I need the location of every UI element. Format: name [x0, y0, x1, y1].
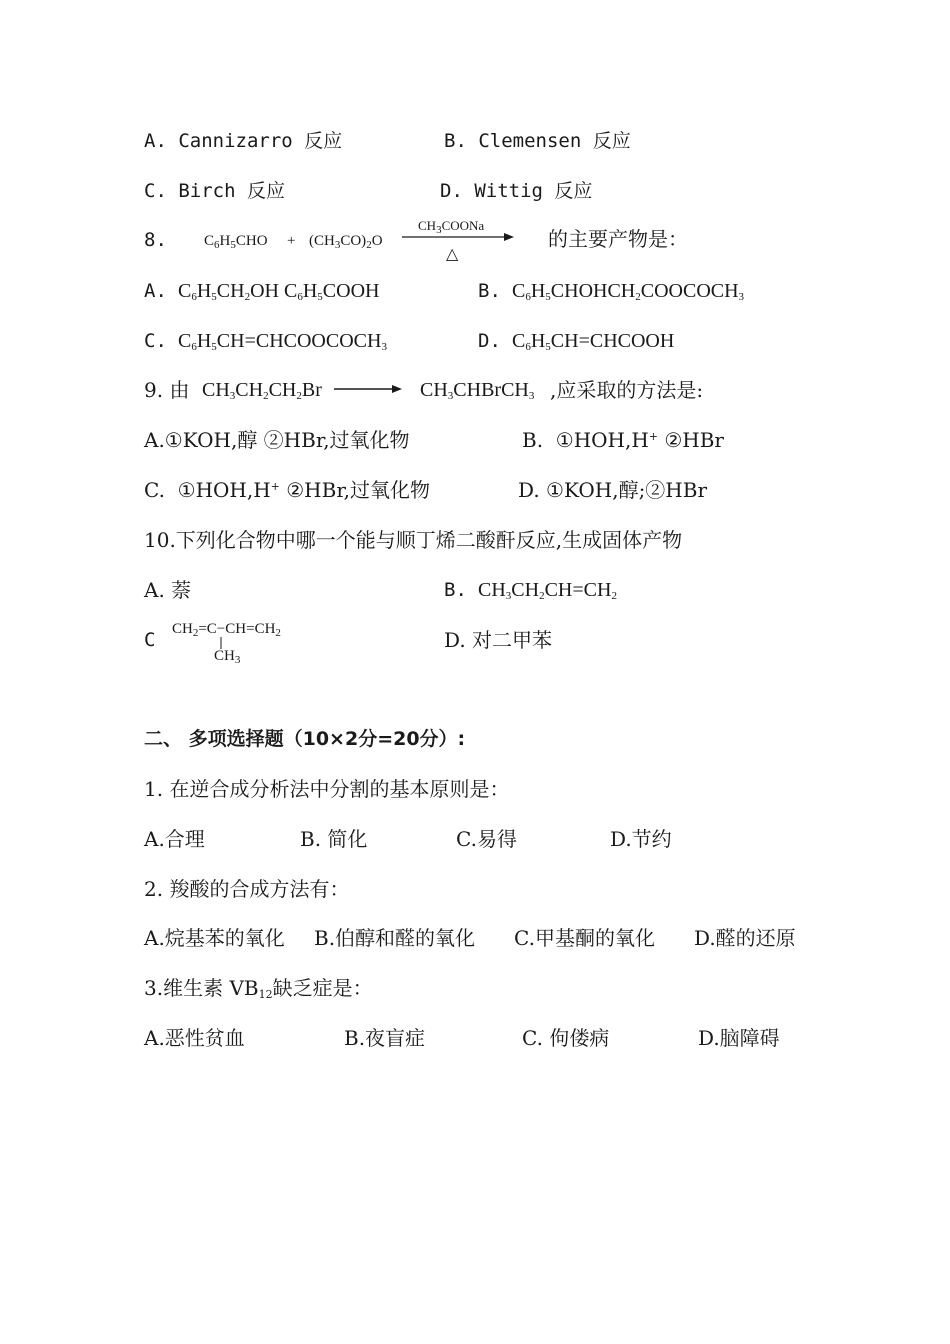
- q7-option-d: D. Wittig 反应: [440, 180, 593, 202]
- q8-reactant-2: $(CH_3CO)_2O$: [309, 233, 383, 251]
- q9-option-a: A.①KOH,醇 ②HBr,过氧化物: [144, 428, 410, 452]
- q9-stem-suffix: ,应采取的方法是:: [550, 378, 704, 402]
- q10-stem: 10.下列化合物中哪一个能与顺丁烯二酸酐反应,生成固体产物: [144, 528, 683, 552]
- q8-stem: 的主要产物是：: [548, 227, 688, 251]
- q8-option-c-label: C.: [144, 330, 167, 352]
- q8-number: 8.: [144, 229, 167, 251]
- q9-option-c: C. ①HOH,H+ ②HBr,过氧化物: [144, 478, 431, 502]
- q9-stem-prefix: 9. 由: [144, 378, 190, 402]
- m1-stem: 1. 在逆合成分析法中分割的基本原则是：: [144, 777, 510, 801]
- q7-option-c: C. Birch 反应: [144, 180, 285, 202]
- q9-reactant: $CH_3CH_2CH_2Br$: [202, 379, 322, 402]
- q9-option-d: D. ①KOH,醇;②HBr: [518, 478, 708, 502]
- q10-option-b: $CH_3CH_2CH=CH_2$: [478, 579, 617, 602]
- m1-option-a: A.合理: [144, 827, 205, 851]
- q10-option-c-label: C: [144, 629, 156, 651]
- q8-option-b-label: B.: [478, 280, 501, 302]
- q7-option-a: A. Cannizarro 反应: [144, 130, 343, 152]
- q10-option-d: D. 对二甲苯: [444, 628, 553, 652]
- q8-reactant-1: $C_6H_5CHO$: [204, 233, 268, 251]
- m3-option-a: A.恶性贫血: [144, 1026, 245, 1050]
- q8-plus: +: [287, 233, 296, 249]
- q8-option-a: $C_6H_5CH_2OH$ $C_6H_5COOH$: [178, 280, 380, 303]
- q8-catalyst: $CH_3COONa$: [418, 218, 485, 236]
- q10-option-c-structure: $CH_2=C-CH=CH_2$: [172, 621, 281, 639]
- q8-heat-symbol: △: [446, 244, 459, 263]
- m3-option-c: C. 佝偻病: [522, 1026, 610, 1050]
- m2-stem: 2. 羧酸的合成方法有：: [144, 877, 350, 901]
- m2-option-b: B.伯醇和醛的氧化: [314, 926, 476, 950]
- q8-option-d: $C_6H_5CH=CHCOOH$: [512, 330, 675, 353]
- m2-option-c: C.甲基酮的氧化: [514, 926, 655, 950]
- m2-option-a: A.烷基苯的氧化: [144, 926, 285, 950]
- m1-option-b: B. 简化: [300, 827, 368, 851]
- q10-option-a: A. 萘: [144, 578, 192, 602]
- q8-option-c: $C_6H_5CH=CHCOOCOCH_3$: [178, 330, 387, 353]
- q9-option-b: B. ①HOH,H+ ②HBr: [522, 428, 724, 452]
- m1-option-d: D.节约: [610, 827, 672, 851]
- q7-option-b: B. Clemensen 反应: [444, 130, 631, 152]
- q10-option-c-branch: $CH_3$: [214, 648, 241, 666]
- q8-option-a-label: A.: [144, 280, 167, 302]
- q9-product: $CH_3CHBrCH_3$: [420, 379, 535, 402]
- q9-arrow: [332, 382, 404, 396]
- m3-option-d: D.脑障碍: [698, 1026, 780, 1050]
- q8-option-d-label: D.: [478, 330, 501, 352]
- m3-option-b: B.夜盲症: [344, 1026, 426, 1050]
- section-2-title: 二、 多项选择题（10×2分=20分）:: [144, 728, 466, 750]
- q8-option-b: $C_6H_5CHOHCH_2COOCOCH_3$: [512, 280, 745, 303]
- q10-option-b-label: B.: [444, 579, 467, 601]
- m1-option-c: C.易得: [456, 827, 517, 851]
- m2-option-d: D.醛的还原: [694, 926, 796, 950]
- m3-stem: 3.维生素 $VB_{12}$缺乏症是：: [144, 976, 373, 1001]
